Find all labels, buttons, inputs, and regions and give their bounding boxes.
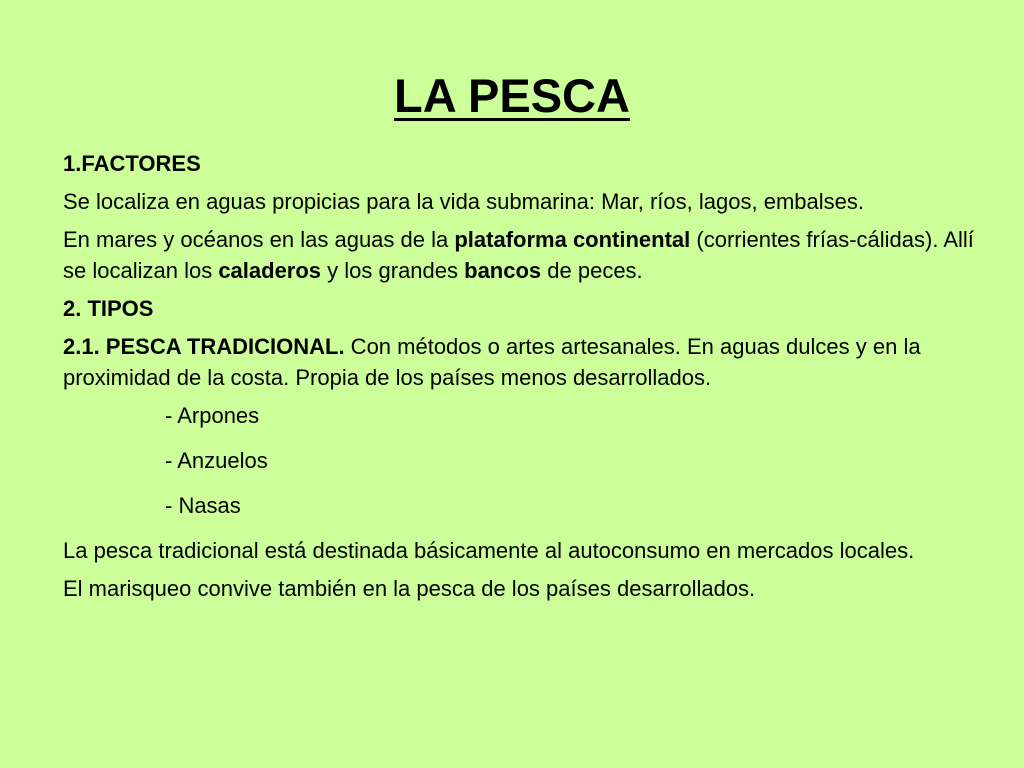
text-segment: Con métodos o artes artesanales. En aguas dulces y en la proximidad de la costa. Propia de los países menos desarrollados. bbox=[63, 334, 921, 390]
term-plataforma-continental: plataforma continental bbox=[454, 227, 691, 252]
heading-tipos: 2. TIPOS bbox=[63, 296, 154, 321]
term-bancos: bancos bbox=[464, 258, 542, 283]
heading-factores: 1.FACTORES bbox=[63, 151, 201, 176]
heading-pesca-tradicional: 2.1. PESCA TRADICIONAL. bbox=[63, 334, 345, 359]
list-item: - Nasas bbox=[165, 493, 241, 518]
list-item: - Anzuelos bbox=[165, 448, 268, 473]
paragraph-pesca-tradicional bbox=[63, 331, 983, 393]
slide-body bbox=[63, 148, 983, 611]
term-caladeros: caladeros bbox=[218, 258, 322, 283]
text-segment: (corrientes frías-cálidas). Allí se localizan los bbox=[63, 227, 974, 283]
text-segment: de peces. bbox=[541, 258, 643, 283]
list-item: - Arpones bbox=[165, 403, 260, 428]
paragraph-plataforma bbox=[63, 224, 983, 286]
paragraph-marisqueo: El marisqueo convive también en la pesca de los países desarrollados. bbox=[63, 576, 756, 601]
text-segment: y los grandes bbox=[321, 258, 465, 283]
slide-title: LA PESCA bbox=[394, 69, 630, 122]
paragraph-autoconsumo: La pesca tradicional está destinada básicamente al autoconsumo en mercados locales. bbox=[63, 538, 915, 563]
paragraph-localizacion: Se localiza en aguas propicias para la vida submarina: Mar, ríos, lagos, embalses. bbox=[63, 189, 864, 214]
text-segment: En mares y océanos en las aguas de la bbox=[63, 227, 455, 252]
